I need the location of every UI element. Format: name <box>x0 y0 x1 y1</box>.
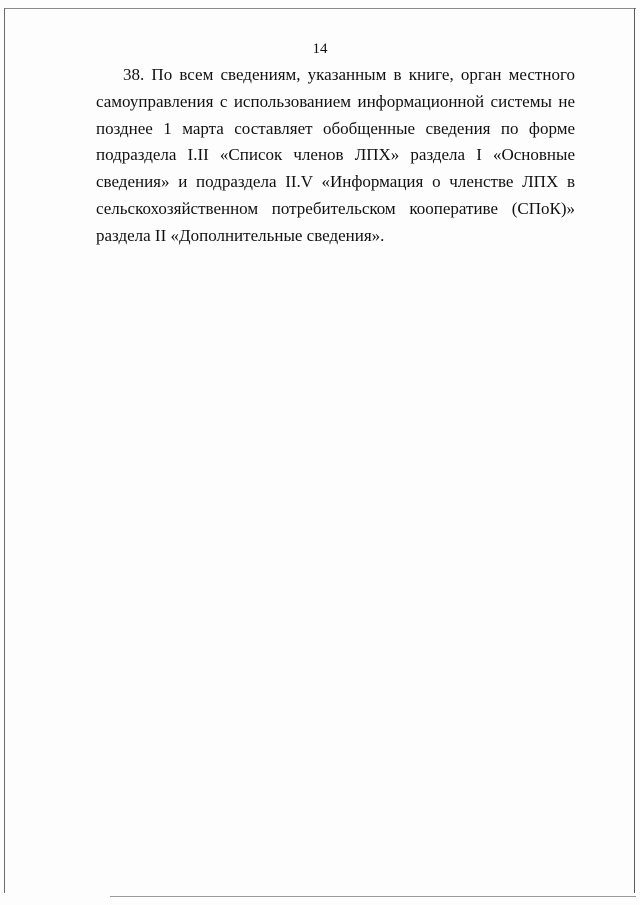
paragraph-text: По всем сведениям, указанным в книге, орган местного самоуправления с использованием информационной системы не позднее 1 марта составляет обобщенные сведения по форме подраздела I.II «Список членов ЛПХ» раздела I «Основные сведения» и подраздела II.V «Информация о членстве ЛПХ в сельскохозяйственном потребительском кооперативе (СПоК)» раздела II «Дополнительные сведения». <box>96 65 576 245</box>
scan-edge-right <box>634 8 635 893</box>
scan-edge-left <box>4 8 5 893</box>
scan-edge-top <box>4 8 636 9</box>
paragraph-38 <box>96 62 575 250</box>
paragraph-number: 38. <box>123 65 145 84</box>
page-number: 14 <box>312 41 328 57</box>
scan-edge-bottom <box>110 896 636 897</box>
